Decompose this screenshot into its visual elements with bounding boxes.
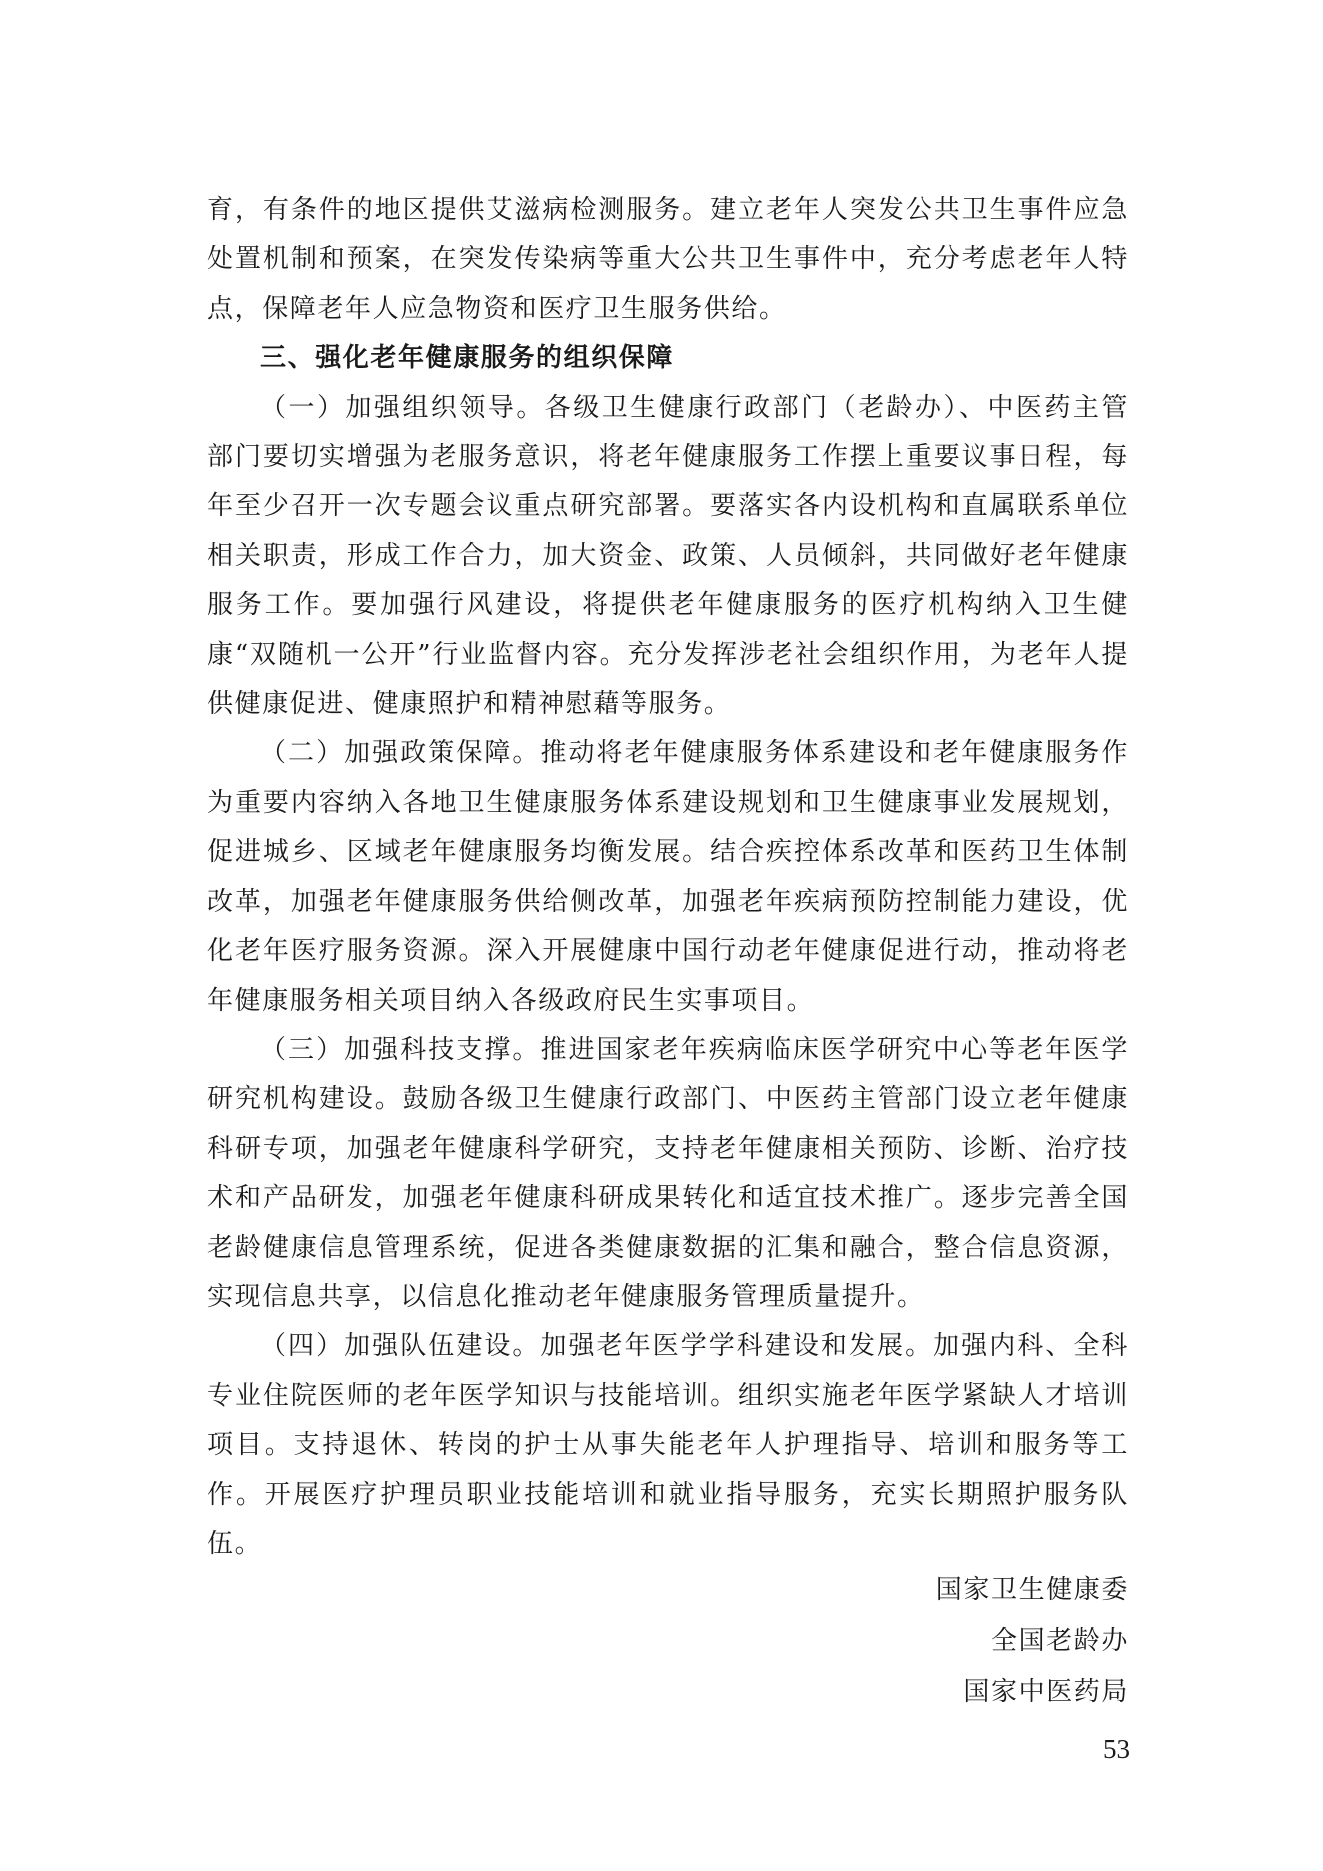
continuation-paragraph: 育，有条件的地区提供艾滋病检测服务。建立老年人突发公共卫生事件应急处置机制和预案，在突发传染病等重大公共卫生事件中，充分考虑老年人特点，保障老年人应急物资和医疗卫生服务供给。	[207, 195, 1129, 324]
body-text	[207, 186, 1129, 1569]
paragraph-technology-support: （三）加强科技支撑。推进国家老年疾病临床医学研究中心等老年医学研究机构建设。鼓励各级卫生健康行政部门、中医药主管部门设立老年健康科研专项，加强老年健康科学研究，支持老年健康相关预防、诊断、治疗技术和产品研发，加强老年健康科研成果转化和适宜技术推广。逐步完善全国老龄健康信息管理系统，促进各类健康数据的汇集和融合，整合信息资源，实现信息共享，以信息化推动老年健康服务管理质量提升。	[207, 1034, 1129, 1312]
signatories	[936, 1565, 1129, 1718]
page-number: 53	[1103, 1734, 1130, 1764]
signatory: 国家中医药局	[963, 1677, 1129, 1707]
signatory: 国家卫生健康委	[935, 1575, 1129, 1605]
paragraph-policy-support: （二）加强政策保障。推动将老年健康服务体系建设和老年健康服务作为重要内容纳入各地卫生健康服务体系建设规划和卫生健康事业发展规划，促进城乡、区域老年健康服务均衡发展。结合疾控体系改革和医药卫生体制改革，加强老年健康服务供给侧改革，加强老年疾病预防控制能力建设，优化老年医疗服务资源。深入开展健康中国行动老年健康促进行动，推动将老年健康服务相关项目纳入各级政府民生实事项目。	[207, 738, 1129, 1016]
signatory: 全国老龄办	[990, 1626, 1129, 1656]
paragraph-workforce-building: （四）加强队伍建设。加强老年医学学科建设和发展。加强内科、全科专业住院医师的老年医学知识与技能培训。组织实施老年医学紧缺人才培训项目。支持退休、转岗的护士从事失能老年人护理指导、培训和服务等工作。开展医疗护理员职业技能培训和就业指导服务，充实长期照护服务队伍。	[207, 1331, 1129, 1559]
section-heading: 三、强化老年健康服务的组织保障	[260, 343, 675, 374]
paragraph-organization-leadership: （一）加强组织领导。各级卫生健康行政部门（老龄办）、中医药主管部门要切实增强为老服务意识，将老年健康服务工作摆上重要议事日程，每年至少召开一次专题会议重点研究部署。要落实各内设机构和直属联系单位相关职责，形成工作合力，加大资金、政策、人员倾斜，共同做好老年健康服务工作。要加强行风建设，将提供老年健康服务的医疗机构纳入卫生健康“双随机一公开”行业监督内容。充分发挥涉老社会组织作用，为老年人提供健康促进、健康照护和精神慰藉等服务。	[207, 392, 1129, 720]
